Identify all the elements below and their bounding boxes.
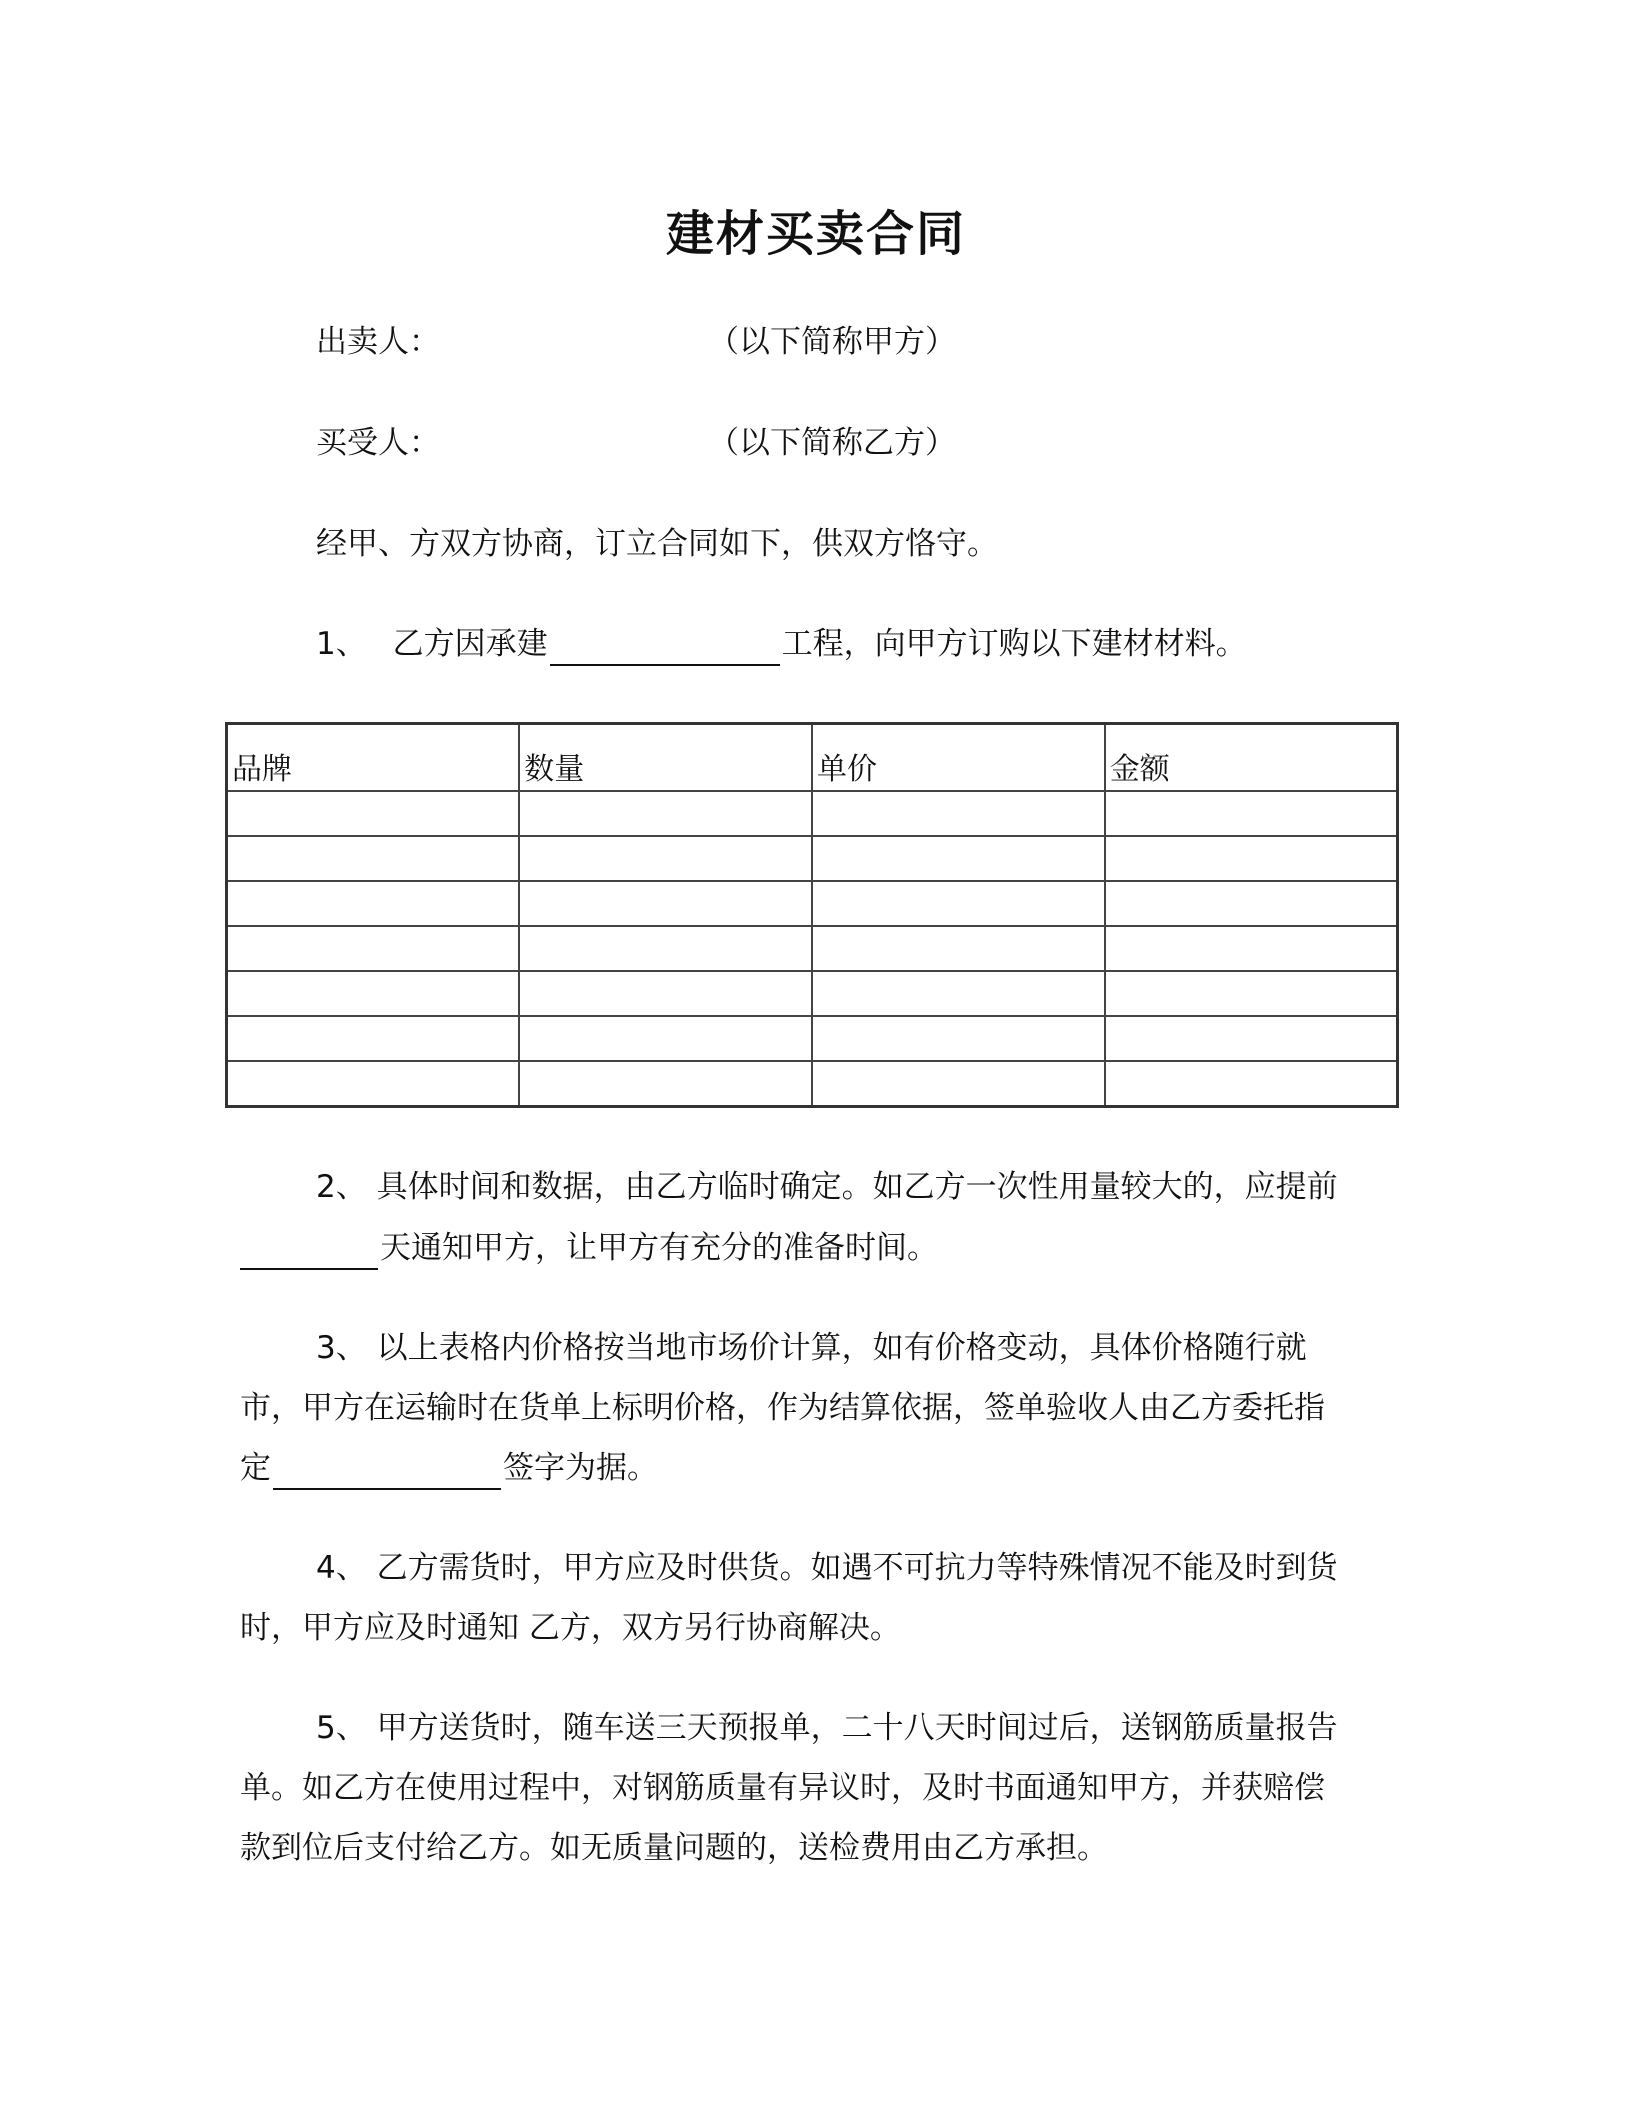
table-cell[interactable] xyxy=(227,926,520,971)
clause-1-post: 工程，向甲方订购以下建材材料。 xyxy=(781,626,1247,662)
table-cell[interactable] xyxy=(227,971,520,1016)
table-cell[interactable] xyxy=(1105,836,1398,881)
document-title: 建材买卖合同 xyxy=(665,206,966,262)
table-cell[interactable] xyxy=(519,971,812,1016)
table-cell[interactable] xyxy=(812,1016,1105,1061)
table-cell[interactable] xyxy=(227,836,520,881)
table-cell[interactable] xyxy=(1105,1016,1398,1061)
header-amount: 金额 xyxy=(1105,724,1398,792)
table-header-row xyxy=(227,724,1398,792)
clause-5-line-1: 5、 甲方送货时，随车送三天预报单，二十八天时间过后，送钢筋质量报告 xyxy=(316,1710,1338,1746)
table-cell[interactable] xyxy=(1105,971,1398,1016)
table-cell[interactable] xyxy=(227,881,520,926)
table-cell[interactable] xyxy=(1105,791,1398,836)
seller-note: （以下简称甲方） xyxy=(708,324,956,360)
project-name-blank[interactable] xyxy=(550,628,780,666)
table-cell[interactable] xyxy=(812,791,1105,836)
clause-2-line-2-text: 天通知甲方，让甲方有充分的准备时间。 xyxy=(380,1230,938,1266)
table-row xyxy=(227,791,1398,836)
table-cell[interactable] xyxy=(227,1016,520,1061)
table-cell[interactable] xyxy=(519,881,812,926)
header-brand: 品牌 xyxy=(227,724,520,792)
table-row xyxy=(227,836,1398,881)
table-cell[interactable] xyxy=(1105,926,1398,971)
clause-1-number: 1、 xyxy=(316,626,367,662)
clause-2-line-1: 2、 具体时间和数据，由乙方临时确定。如乙方一次性用量较大的，应提前 xyxy=(316,1169,1338,1205)
table-cell[interactable] xyxy=(227,1061,520,1107)
seller-line xyxy=(316,320,956,364)
clause-2-line-2 xyxy=(240,1226,938,1270)
intro-paragraph: 经甲、方双方协商，订立合同如下，供双方恪守。 xyxy=(316,526,998,562)
table-cell[interactable] xyxy=(519,1061,812,1107)
table-cell[interactable] xyxy=(812,1061,1105,1107)
table-row xyxy=(227,971,1398,1016)
header-unit-price: 单价 xyxy=(812,724,1105,792)
table-cell[interactable] xyxy=(227,791,520,836)
clause-5-line-3: 款到位后支付给乙方。如无质量问题的，送检费用由乙方承担。 xyxy=(240,1830,1108,1866)
table-cell[interactable] xyxy=(519,1016,812,1061)
table-row xyxy=(227,1061,1398,1107)
clause-3-line-3 xyxy=(240,1446,658,1490)
clause-4-line-2: 时，甲方应及时通知 乙方，双方另行协商解决。 xyxy=(240,1610,901,1646)
notice-days-blank[interactable] xyxy=(240,1232,378,1270)
table-cell[interactable] xyxy=(1105,881,1398,926)
buyer-note: （以下简称乙方） xyxy=(708,425,956,461)
header-quantity: 数量 xyxy=(519,724,812,792)
table-cell[interactable] xyxy=(812,881,1105,926)
clause-3-line-3-pre: 定 xyxy=(240,1450,271,1486)
table-cell[interactable] xyxy=(1105,1061,1398,1107)
materials-table xyxy=(225,722,1399,1108)
table-cell[interactable] xyxy=(812,836,1105,881)
buyer-label: 买受人： xyxy=(316,425,440,461)
table-cell[interactable] xyxy=(519,836,812,881)
table-body xyxy=(227,791,1398,1107)
signer-blank[interactable] xyxy=(273,1452,501,1490)
table-row xyxy=(227,926,1398,971)
clause-4-line-1: 4、 乙方需货时，甲方应及时供货。如遇不可抗力等特殊情况不能及时到货 xyxy=(316,1550,1338,1586)
table-cell[interactable] xyxy=(519,926,812,971)
clause-3-line-1: 3、 以上表格内价格按当地市场价计算，如有价格变动，具体价格随行就 xyxy=(316,1330,1307,1366)
clause-3-line-2: 市，甲方在运输时在货单上标明价格，作为结算依据，签单验收人由乙方委托指 xyxy=(240,1390,1325,1426)
table-cell[interactable] xyxy=(812,926,1105,971)
buyer-line xyxy=(316,421,956,465)
clause-3-line-3-post: 签字为据。 xyxy=(503,1450,658,1486)
clause-1-pre: 乙方因承建 xyxy=(392,626,548,662)
clause-1 xyxy=(316,622,1247,666)
table-row xyxy=(227,1016,1398,1061)
clause-5-line-2: 单。如乙方在使用过程中，对钢筋质量有异议时，及时书面通知甲方，并获赔偿 xyxy=(240,1770,1325,1806)
table-row xyxy=(227,881,1398,926)
seller-label: 出卖人： xyxy=(316,324,440,360)
table-cell[interactable] xyxy=(519,791,812,836)
table-cell[interactable] xyxy=(812,971,1105,1016)
